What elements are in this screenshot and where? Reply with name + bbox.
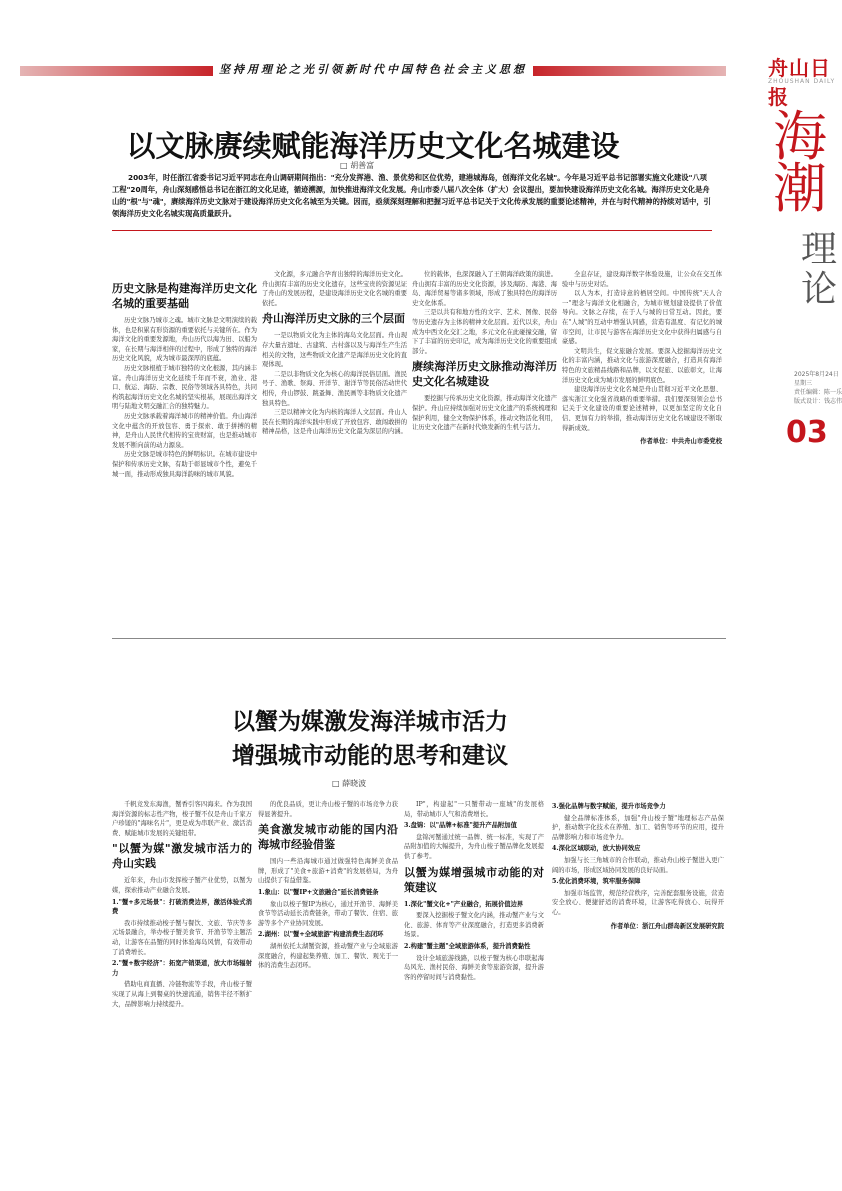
paragraph: 历史文脉乃城市之魂。城市文脉是文明演续的载体，也是积累有形资源的重要依托与关键所在。作为海洋文化的重要发源地，舟山历代以海为田、以船为家，在长期与海洋相伴的过程中，形成了独特的海洋历史文化风貌，成为城市最深厚的底蕴。 — [112, 317, 257, 363]
paragraph: 文化源，多元融合孕育出独特的海洋历史文化。舟山拥有丰富的历史文化遗存，这些宝贵的资源见证了舟山的发展历程，是建设海洋历史文化名城的重要依托。 — [262, 271, 407, 307]
article1-column-3 — [412, 270, 557, 433]
column-title-char-2: 潮 — [773, 157, 827, 220]
paragraph: 全息存证，建设海洋数字体验设施，让公众在交互体验中与历史对话。 — [562, 271, 722, 288]
page-number: 03 — [786, 415, 828, 450]
paragraph: 建设海洋历史文化名城是舟山贯彻习近平文化思想、落实浙江文化强省战略的重要举措。我们要深刻领会总书记关于文化建设的重要论述精神，以更加坚定的文化自信、更加有力的举措，推动海洋历史文化名城建设不断取得新成效。 — [562, 386, 722, 432]
paragraph: 我市持续推动梭子蟹与餐饮、文旅、节庆等多元场景融合，举办梭子蟹美食节、开渔节等主题活动，让游客在品蟹的同时体验海岛风情，有效带动了消费增长。 — [112, 919, 252, 956]
paragraph: 象山以梭子蟹IP为核心，通过开渔节、海鲜美食节等活动延长消费链条，带动了餐饮、住宿、旅游等多个产业协同发展。 — [258, 900, 398, 927]
paragraph: 加强与长三角城市的合作联动，推动舟山梭子蟹进入更广阔的市场，形成区域协同发展的良好局面。 — [552, 856, 724, 874]
issue-editor: 责任编辑：陈一乐 — [794, 389, 842, 396]
column-title-char-3: 理 — [801, 229, 838, 270]
article2-subheading: 1.象山：以"蟹IP+文旅融合"延长消费链条 — [258, 888, 379, 896]
article2-subheading: 2.构建"蟹主题"全域旅游体系，提升消费黏性 — [404, 942, 531, 950]
newspaper-logo: 舟山日报 — [768, 56, 831, 109]
paragraph: 的优良品质，更让舟山梭子蟹的市场竞争力获得显著提升。 — [258, 801, 398, 818]
article2-subheading: 1.深化"蟹文化+"产业融合，拓展价值边界 — [404, 900, 524, 908]
article1-section-heading: 赓续海洋历史文脉推动海洋历史文化名城建设 — [412, 360, 557, 389]
column-title-char-1: 海 — [773, 105, 827, 168]
issue-proof: 版式设计：钱志伟 — [794, 398, 842, 405]
paragraph: 盘锦河蟹通过统一品牌、统一标准，实现了产品附加值的大幅提升，为舟山梭子蟹品牌化发展提供了参考。 — [404, 833, 544, 860]
article2-title — [232, 705, 508, 773]
paragraph: 历史文脉是城市特色的鲜明标识。在城市建设中保护和传承历史文脉，有助于彰显城市个性，避免千城一面，推动形成独具海洋韵味的城市风貌。 — [112, 451, 257, 478]
paragraph: 文明共生，促文旅融合发展。要深入挖掘海洋历史文化的丰富内涵，推动文化与旅游深度融合，打造具有海洋特色的文旅精品线路和品牌，以文促旅、以旅彰文，让海洋历史文化成为城市发展的鲜明底色。 — [562, 347, 722, 384]
paragraph: 近年来，舟山市发挥梭子蟹产业优势，以蟹为媒，探索推动产业融合发展。 — [112, 877, 252, 894]
article2-column-4 — [552, 800, 724, 931]
article2-title-line-2: 增强城市动能的思考和建议 — [232, 743, 508, 769]
page-sidebar — [738, 0, 842, 1191]
paragraph: 健全品牌标准体系，加强"舟山梭子蟹"地理标志产品保护，推动数字化技术在养殖、加工、销售等环节的应用，提升品牌影响力和市场竞争力。 — [552, 814, 724, 841]
article2-subheading: 2."蟹+数字经济"：拓宽产销渠道，放大市场辐射力 — [112, 960, 252, 977]
article2-section-heading: "以蟹为媒"激发城市活力的舟山实践 — [112, 842, 252, 871]
article2-subheading: 1."蟹+多元场景"：打破消费边界，激活体验式消费 — [112, 898, 252, 916]
article2-title-line-1: 以蟹为媒激发海洋城市活力 — [232, 709, 508, 735]
article2-subheading: 2.湖州：以"蟹+全域旅游"构建消费生态闭环 — [258, 931, 384, 939]
article1-column-2 — [262, 270, 407, 437]
issue-weekday: 星期三 — [794, 380, 813, 387]
paragraph: 历史文脉根植于城市独特的文化根源，其内涵丰富。舟山海洋历史文化延续千年而不衰，渔业、港口、航运、海防、宗教、民俗等领域各具特色，共同构筑起海洋历史文化名城的坚实根基，展现出海洋文明与陆地文明交融汇合的独特魅力。 — [112, 364, 257, 411]
article2-column-2 — [258, 800, 398, 971]
article2-section-heading: 以蟹为媒增强城市动能的对策建议 — [404, 865, 544, 894]
paragraph: 三是以精神文化为内核的海洋人文层面。舟山人民在长期的海洋实践中形成了开放包容、敢闯敢拼的精神品格，这是舟山海洋历史文化最为深层的内涵。 — [262, 409, 407, 436]
paragraph: 历史文脉承载着海洋城市的精神价值。舟山海洋文化中蕴含的开放包容、勇于探索、敢于拼搏的精神，是舟山人民世代相传的宝贵财富，也是推动城市发展不断向前的动力源泉。 — [112, 412, 257, 449]
article1-lead: 2003年，时任浙江省委书记习近平同志在舟山调研期间指出："充分发挥港、渔、景优势和区位优势，建港城海岛，创海洋文化名城"。今年是习近平总书记部署实施文化建设"八项工程"20周年，舟山深刻感悟总书记在浙江的文化足迹，循迹溯源，加快推进海洋文化发展。舟山市委八届八次全体（扩大）会议提出，要加快建设海洋历史文化名城。海洋历史文化是舟山的"根"与"魂"，赓续海洋历史文脉对于建设海洋历史文化名城至为关键。因而，亟须深刻理解和把握习近平总书记关于文化传承发展的重要论述精神，并在与时代精神的持续对话中，引领海洋历史文化名城实现高质量跃升。 — [112, 172, 712, 231]
article2-column-1 — [112, 800, 252, 1009]
article2-subheading: 3.盘锦：以"品牌+标准"提升产品附加值 — [404, 822, 517, 830]
article2-subheading: 5.优化消费环境，筑牢服务保障 — [552, 878, 641, 886]
paragraph: 湖州依托太湖蟹资源，推动蟹产业与全域旅游深度融合，构建起集养殖、加工、餐饮、观光于一体的消费生态闭环。 — [258, 942, 398, 970]
paragraph: 加强市场监管，规范经营秩序，完善配套服务设施，营造安全放心、便捷舒适的消费环境，让游客吃得放心、玩得开心。 — [552, 889, 724, 916]
issue-info — [794, 370, 842, 406]
article-divider — [112, 638, 726, 639]
article2-author: 作者单位：浙江舟山群岛新区发展研究院 — [610, 922, 724, 930]
paragraph: 要深入挖掘梭子蟹文化内涵，推动蟹产业与文化、旅游、体育等产业深度融合，打造更多消费新场景。 — [404, 912, 544, 939]
article1-column-1 — [112, 278, 257, 479]
paragraph: 二是以非物质文化为核心的海洋民俗层面。渔民号子、渔歌、祭海、开洋节、谢洋节等民俗活动世代相传，舟山锣鼓、跳蚤舞、渔民画等非物质文化遗产独具特色。 — [262, 370, 407, 407]
newspaper-logo-subtitle: ZHOUSHAN DAILY — [768, 78, 836, 85]
article2-section-heading: 美食激发城市动能的国内沿海城市经验借鉴 — [258, 823, 398, 852]
paragraph: 要挖掘与传承历史文化资源，推动海洋文化遗产保护。舟山应持续加强对历史文化遗产的系统梳理和保护利用，健全文物保护体系，推动文物活化利用，让历史文化遗产在新时代焕发新的生机与活力。 — [412, 395, 557, 432]
paragraph: 三是以共有和地方性的文字、艺术、图像、民俗等历史遗存为主体的精神文化层面。近代以来，舟山成为中西文化交汇之地，多元文化在此碰撞交融，留下了丰富的历史印记，成为海洋历史文化的重要组成部分。 — [412, 309, 557, 355]
paragraph: 设计全域旅游线路，以梭子蟹为核心串联起海岛风光、渔村民俗、海鲜美食等旅游资源，提升游客的停留时间与消费黏性。 — [404, 954, 544, 981]
column-title-char-4: 论 — [801, 269, 838, 310]
paragraph: 一是以物质文化为主体的海岛文化层面。舟山现存大量古遗址、古建筑、古村落以及与海洋生产生活相关的文物，这些物质文化遗产是海洋历史文化的直观体现。 — [262, 332, 407, 369]
article1-column-4 — [562, 270, 722, 447]
article1-author: 作者单位：中共舟山市委党校 — [640, 438, 722, 446]
paragraph: 以人为本，打造诗意的栖居空间。中国传统"天人合一"理念与海洋文化相融合，为城市规划建设提供了价值导向。文脉之存续，在于人与城的日常互动。因此，要在"人城"的互动中增强认同感，营造有温度、有记忆的城市空间，让市民与游客在海洋历史文化中获得归属感与自豪感。 — [562, 290, 722, 346]
article2-subheading: 3.强化品牌与数字赋能，提升市场竞争力 — [552, 803, 666, 810]
article2-byline: □ 薛晓波 — [332, 779, 367, 788]
article1-section-heading: 历史文脉是构建海洋历史文化名城的重要基础 — [112, 282, 257, 310]
paragraph: 千帆竞发东海渔，蟹香引客四海来。作为我国海洋资源的标志性产物，梭子蟹不仅是舟山千家万户珍馐的"海味名片"，更是成为串联产业、激活消费、赋能城市发展的关键纽带。 — [112, 801, 252, 837]
paragraph: 国内一些沿海城市通过做强特色海鲜美食品牌，形成了"美食+旅游+消费"的发展格局，为舟山提供了有益借鉴。 — [258, 858, 398, 885]
article2-subheading: 4.深化区域联动，放大协同效应 — [552, 845, 641, 853]
article1-section-heading: 舟山海洋历史文脉的三个层面 — [262, 312, 405, 326]
paragraph: 位的载体，也深深融入了王朝海洋政策的演进。舟山拥有丰富的历史文化资源，涉及海防、海港、海岛、海洋贸易等诸多领域，形成了独具特色的海洋历史文化体系。 — [412, 271, 557, 307]
banner-slogan: 坚持用理论之光引领新时代中国特色社会主义思想 — [20, 61, 726, 77]
article1-byline: □ 胡善富 — [340, 161, 375, 170]
issue-date: 2025年8月24日 — [794, 371, 839, 378]
article1-title: 以文脉赓续赋能海洋历史文化名城建设 — [126, 129, 620, 163]
paragraph: 借助电商直播、冷链物流等手段，舟山梭子蟹实现了从海上到餐桌的快速流通，销售半径不断扩大，品牌影响力持续提升。 — [112, 981, 252, 1008]
article2-column-3 — [404, 800, 544, 982]
paragraph: IP"，构建起"一只蟹带动一座城"的发展格局，带动城市人气和消费增长。 — [404, 801, 544, 818]
